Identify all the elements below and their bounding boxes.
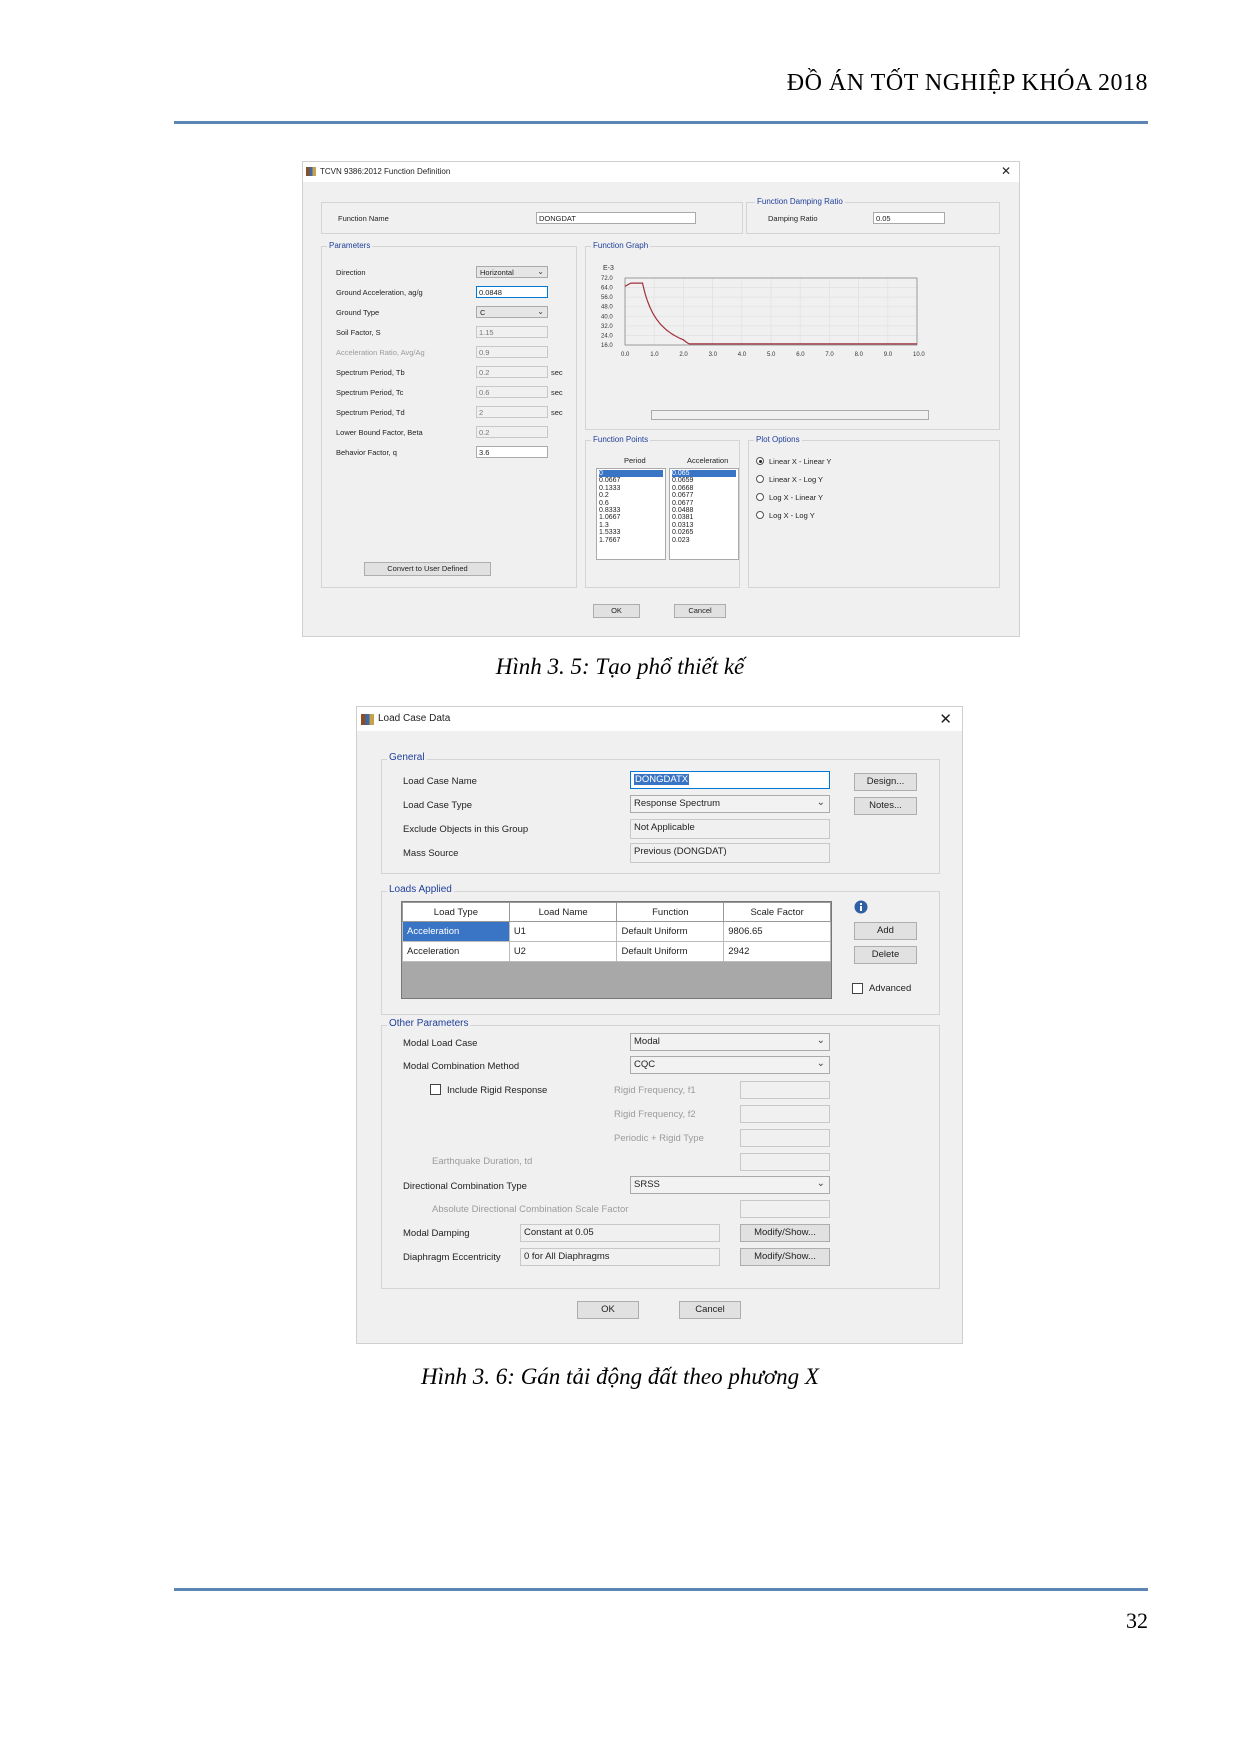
close-icon[interactable]: ✕ xyxy=(1000,164,1011,178)
table-row[interactable] xyxy=(403,922,831,942)
cancel-button[interactable]: Cancel xyxy=(674,604,726,618)
period-list[interactable] xyxy=(596,468,666,560)
x-tick-label: 7.0 xyxy=(825,352,834,358)
loads-table xyxy=(402,902,831,962)
acceleration-item[interactable]: 0.0381 xyxy=(672,514,694,522)
period-tc-label: Spectrum Period, Tc xyxy=(336,388,404,397)
include-rigid-label: Include Rigid Response xyxy=(447,1085,548,1096)
table-cell[interactable]: Default Uniform xyxy=(617,942,724,962)
ok-button[interactable]: OK xyxy=(593,604,640,618)
earthquake-duration-field xyxy=(740,1153,830,1171)
direction-select[interactable] xyxy=(476,266,548,278)
rigid-f2-label: Rigid Frequency, f2 xyxy=(614,1109,696,1120)
acceleration-header: Acceleration xyxy=(687,456,729,465)
ground-type-value: C xyxy=(480,308,486,317)
tc-unit: sec xyxy=(551,388,563,397)
abs-scale-label: Absolute Directional Combination Scale Factor xyxy=(432,1204,629,1215)
include-rigid-checkbox[interactable] xyxy=(430,1084,441,1095)
x-tick-label: 9.0 xyxy=(883,352,893,358)
period-item[interactable]: 1.0667 xyxy=(599,514,621,522)
tb-unit: sec xyxy=(551,368,563,377)
period-td-label: Spectrum Period, Td xyxy=(336,408,405,417)
spectrum-graph xyxy=(585,254,1000,430)
graph-grid xyxy=(625,278,917,345)
table-cell[interactable]: Default Uniform xyxy=(617,922,724,942)
x-tick-label: 6.0 xyxy=(796,352,805,358)
load-case-type-value: Response Spectrum xyxy=(634,798,721,809)
ground-type-select[interactable] xyxy=(476,306,548,318)
function-name-input[interactable]: DONGDAT xyxy=(536,212,696,224)
chevron-down-icon: ⌄ xyxy=(537,307,544,316)
modal-load-case-select[interactable] xyxy=(630,1033,830,1051)
column-header[interactable]: Function xyxy=(617,903,724,922)
exclude-objects-label: Exclude Objects in this Group xyxy=(403,824,529,835)
table-cell[interactable]: U1 xyxy=(509,922,617,942)
radio-linear-linear[interactable] xyxy=(756,457,764,465)
x-tick-labels xyxy=(621,352,925,358)
behavior-factor-label: Behavior Factor, q xyxy=(336,448,397,457)
table-cell[interactable]: 2942 xyxy=(724,942,831,962)
ground-accel-input[interactable]: 0.0848 xyxy=(476,286,548,298)
load-case-name-label: Load Case Name xyxy=(403,776,477,787)
plot-options-label: Plot Options xyxy=(756,435,800,444)
y-tick-label: 32.0 xyxy=(601,323,613,330)
chevron-down-icon: ⌄ xyxy=(816,1035,825,1046)
x-tick-label: 1.0 xyxy=(650,352,659,358)
load-case-data-dialog xyxy=(356,706,963,1344)
direction-value: Horizontal xyxy=(480,268,514,277)
rigid-f1-label: Rigid Frequency, f1 xyxy=(614,1085,696,1096)
acceleration-item[interactable]: 0.023 xyxy=(672,536,690,544)
table-cell[interactable]: Acceleration xyxy=(403,922,510,942)
ok-button[interactable]: OK xyxy=(577,1301,639,1319)
period-item[interactable]: 1.3 xyxy=(599,521,609,529)
modal-load-case-label: Modal Load Case xyxy=(403,1038,478,1049)
x-tick-label: 0.0 xyxy=(621,352,630,358)
period-tb-field: 0.2 xyxy=(476,366,548,378)
convert-user-defined-button[interactable]: Convert to User Defined xyxy=(364,562,491,576)
modal-combination-value: CQC xyxy=(634,1059,656,1070)
acceleration-item[interactable]: 0.065 xyxy=(672,470,736,477)
acceleration-list[interactable] xyxy=(669,468,739,560)
x-tick-label: 5.0 xyxy=(767,352,776,358)
plot-option-label: Linear X - Linear Y xyxy=(769,457,832,466)
modal-damping-label: Modal Damping xyxy=(403,1228,470,1239)
radio-log-linear[interactable] xyxy=(756,493,764,501)
periodic-rigid-label: Periodic + Rigid Type xyxy=(614,1133,704,1144)
rigid-f2-field xyxy=(740,1105,830,1123)
accel-ratio-field: 0.9 xyxy=(476,346,548,358)
notes-button[interactable]: Notes... xyxy=(854,797,917,815)
general-group-label: General xyxy=(389,752,425,763)
acceleration-item[interactable]: 0.0313 xyxy=(672,521,694,529)
lower-bound-field: 0.2 xyxy=(476,426,548,438)
app-icon xyxy=(361,714,374,725)
damping-ratio-input[interactable]: 0.05 xyxy=(873,212,945,224)
close-icon[interactable]: ✕ xyxy=(939,711,952,728)
header-rule xyxy=(174,121,1148,124)
accel-ratio-label: Acceleration Ratio, Avg/Ag xyxy=(336,348,425,357)
chevron-down-icon: ⌄ xyxy=(816,797,825,808)
page-header: ĐỒ ÁN TỐT NGHIỆP KHÓA 2018 xyxy=(786,70,1148,96)
diaphragm-eccentricity-label: Diaphragm Eccentricity xyxy=(403,1252,501,1263)
mass-source-label: Mass Source xyxy=(403,848,459,859)
acceleration-item[interactable]: 0.0677 xyxy=(672,499,694,507)
plot-option-label: Linear X - Log Y xyxy=(769,475,824,484)
soil-factor-field: 1.15 xyxy=(476,326,548,338)
x-tick-label: 3.0 xyxy=(708,352,717,358)
direction-label: Direction xyxy=(336,268,366,277)
ground-accel-label: Ground Acceleration, ag/g xyxy=(336,288,423,297)
dialog-title: TCVN 9386:2012 Function Definition xyxy=(320,167,451,176)
chevron-down-icon: ⌄ xyxy=(816,1058,825,1069)
y-tick-label: 16.0 xyxy=(601,343,613,349)
acceleration-item[interactable]: 0.0668 xyxy=(672,484,694,492)
modify-damping-button[interactable]: Modify/Show... xyxy=(740,1224,830,1242)
period-tb-label: Spectrum Period, Tb xyxy=(336,368,405,377)
y-tick-label: 64.0 xyxy=(601,285,613,292)
function-points-label: Function Points xyxy=(593,435,649,444)
behavior-factor-input[interactable]: 3.6 xyxy=(476,446,548,458)
design-button[interactable]: Design... xyxy=(854,773,917,791)
period-tc-field: 0.6 xyxy=(476,386,548,398)
x-tick-label: 8.0 xyxy=(854,352,863,358)
period-item[interactable]: 0.0667 xyxy=(599,477,621,485)
x-tick-label: 4.0 xyxy=(737,352,747,358)
period-item[interactable]: 0.6 xyxy=(599,499,609,507)
loads-applied-label: Loads Applied xyxy=(389,884,452,895)
acceleration-item[interactable]: 0.0659 xyxy=(672,477,694,485)
diaphragm-eccentricity-field: 0 for All Diaphragms xyxy=(520,1248,720,1266)
modal-load-case-value: Modal xyxy=(634,1036,660,1047)
figure-caption-2: Hình 3. 6: Gán tải động đất theo phương X xyxy=(421,1364,819,1389)
damping-group-label: Function Damping Ratio xyxy=(757,197,843,206)
rigid-f1-field xyxy=(740,1081,830,1099)
advanced-label: Advanced xyxy=(869,983,912,994)
modal-combination-select[interactable] xyxy=(630,1056,830,1074)
y-tick-label: 40.0 xyxy=(601,314,613,321)
earthquake-duration-label: Earthquake Duration, td xyxy=(432,1156,533,1167)
abs-scale-field xyxy=(740,1200,830,1218)
period-item[interactable]: 0.8333 xyxy=(599,507,621,515)
dialog-titlebar xyxy=(303,162,1019,182)
load-case-type-label: Load Case Type xyxy=(403,800,473,811)
ground-type-label: Ground Type xyxy=(336,308,380,317)
footer-rule xyxy=(174,1588,1148,1591)
radio-linear-log[interactable] xyxy=(756,475,764,483)
modal-combination-label: Modal Combination Method xyxy=(403,1061,520,1072)
acceleration-item[interactable]: 0.0488 xyxy=(672,507,694,515)
period-item[interactable]: 0.2 xyxy=(599,492,609,500)
other-parameters-label: Other Parameters xyxy=(389,1018,469,1029)
directional-combination-label: Directional Combination Type xyxy=(403,1181,527,1192)
table-cell[interactable]: 9806.65 xyxy=(724,922,831,942)
page-number: 32 xyxy=(1126,1608,1148,1633)
acceleration-item[interactable]: 0.0677 xyxy=(672,492,694,500)
acceleration-item[interactable]: 0.0265 xyxy=(672,529,694,537)
column-header[interactable]: Scale Factor xyxy=(724,903,831,922)
figure-caption-1: Hình 3. 5: Tạo phổ thiết kế xyxy=(495,654,745,679)
dialog-titlebar xyxy=(357,707,962,731)
load-case-type-select[interactable] xyxy=(630,795,830,813)
period-header: Period xyxy=(624,456,646,465)
chevron-down-icon: ⌄ xyxy=(537,267,544,276)
plot-option-label: Log X - Linear Y xyxy=(769,493,824,502)
soil-factor-label: Soil Factor, S xyxy=(336,328,381,337)
table-cell[interactable]: U2 xyxy=(509,942,617,962)
y-tick-labels xyxy=(601,276,613,349)
directional-combination-value: SRSS xyxy=(634,1179,660,1190)
dialog-title: Load Case Data xyxy=(378,713,451,724)
y-tick-label: 56.0 xyxy=(601,295,613,302)
chevron-down-icon: ⌄ xyxy=(816,1178,825,1189)
delete-button[interactable]: Delete xyxy=(854,946,917,964)
y-tick-label: 48.0 xyxy=(601,304,613,311)
td-unit: sec xyxy=(551,408,563,417)
column-header[interactable]: Load Type xyxy=(403,903,510,922)
periodic-rigid-field xyxy=(740,1129,830,1147)
x-tick-label: 2.0 xyxy=(679,352,688,358)
x-tick-label: 10.0 xyxy=(913,352,925,358)
exclude-objects-field: Not Applicable xyxy=(630,819,830,839)
lower-bound-label: Lower Bound Factor, Beta xyxy=(336,428,423,437)
graph-scrollbar[interactable] xyxy=(651,410,929,420)
info-icon[interactable] xyxy=(854,900,868,914)
damping-ratio-label: Damping Ratio xyxy=(768,214,818,223)
parameters-group-label: Parameters xyxy=(329,241,371,250)
period-item[interactable]: 1.7667 xyxy=(599,536,621,544)
mass-source-field: Previous (DONGDAT) xyxy=(630,843,830,863)
modal-damping-field: Constant at 0.05 xyxy=(520,1224,720,1242)
function-definition-dialog xyxy=(302,161,1020,637)
column-header[interactable]: Load Name xyxy=(509,903,617,922)
add-button[interactable]: Add xyxy=(854,922,917,940)
plot-option-label: Log X - Log Y xyxy=(769,511,815,520)
radio-log-log[interactable] xyxy=(756,511,764,519)
graph-exponent: E-3 xyxy=(603,265,614,272)
period-item[interactable]: 0.1333 xyxy=(599,484,621,492)
y-tick-label: 72.0 xyxy=(601,276,613,282)
period-item[interactable]: 1.5333 xyxy=(599,529,621,537)
period-item[interactable]: 0 xyxy=(599,470,663,477)
y-tick-label: 24.0 xyxy=(601,333,613,340)
directional-combination-select[interactable] xyxy=(630,1176,830,1194)
table-cell[interactable]: Acceleration xyxy=(403,942,510,962)
cancel-button[interactable]: Cancel xyxy=(679,1301,741,1319)
app-icon xyxy=(306,167,316,176)
table-row[interactable] xyxy=(403,942,831,962)
period-td-field: 2 xyxy=(476,406,548,418)
modify-diaphragm-button[interactable]: Modify/Show... xyxy=(740,1248,830,1266)
load-case-name-value: DONGDATX xyxy=(635,774,689,785)
load-case-name-input[interactable] xyxy=(630,771,830,789)
advanced-checkbox[interactable] xyxy=(852,983,863,994)
function-graph-label: Function Graph xyxy=(593,241,649,250)
function-name-label: Function Name xyxy=(338,214,389,223)
